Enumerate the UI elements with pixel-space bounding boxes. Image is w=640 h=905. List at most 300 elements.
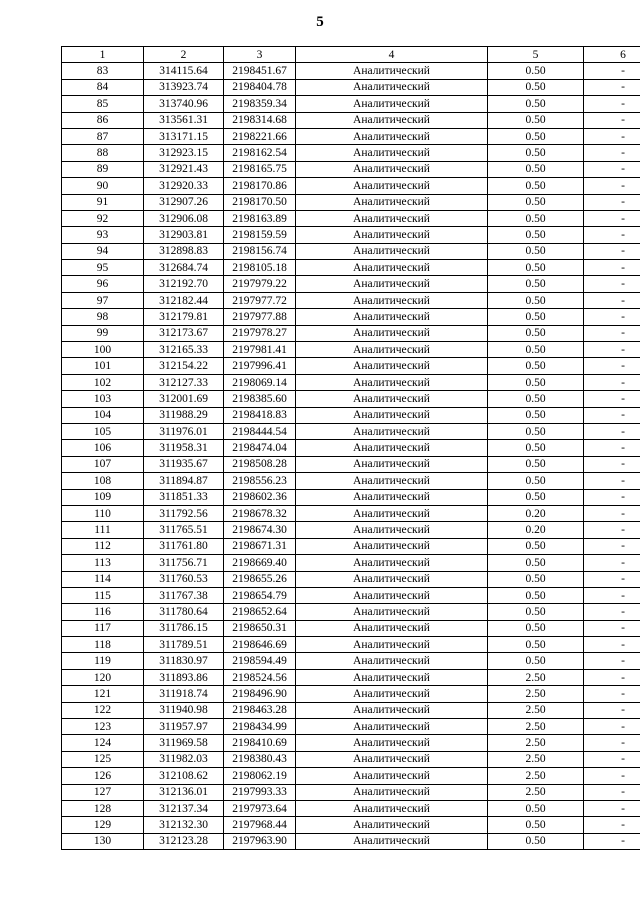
method-cell: Аналитический bbox=[296, 669, 488, 685]
method-cell: Аналитический bbox=[296, 473, 488, 489]
x-coordinate-cell: 311789.51 bbox=[144, 637, 224, 653]
x-coordinate-cell: 311935.67 bbox=[144, 456, 224, 472]
method-cell: Аналитический bbox=[296, 440, 488, 456]
method-cell: Аналитический bbox=[296, 79, 488, 95]
method-cell: Аналитический bbox=[296, 423, 488, 439]
table-header-row bbox=[62, 47, 640, 63]
accuracy-cell: 2.50 bbox=[488, 719, 584, 735]
note-cell: - bbox=[584, 178, 640, 194]
note-cell: - bbox=[584, 161, 640, 177]
table-row bbox=[62, 227, 640, 243]
y-coordinate-cell: 2198385.60 bbox=[224, 391, 296, 407]
table-row bbox=[62, 571, 640, 587]
note-cell: - bbox=[584, 292, 640, 308]
y-coordinate-cell: 2198410.69 bbox=[224, 735, 296, 751]
y-coordinate-cell: 2198159.59 bbox=[224, 227, 296, 243]
note-cell: - bbox=[584, 194, 640, 210]
table-row bbox=[62, 96, 640, 112]
y-coordinate-cell: 2198062.19 bbox=[224, 768, 296, 784]
table-row bbox=[62, 391, 640, 407]
note-cell: - bbox=[584, 456, 640, 472]
note-cell: - bbox=[584, 800, 640, 816]
table-row bbox=[62, 79, 640, 95]
x-coordinate-cell: 311957.97 bbox=[144, 719, 224, 735]
accuracy-cell: 0.50 bbox=[488, 571, 584, 587]
note-cell: - bbox=[584, 817, 640, 833]
y-coordinate-cell: 2198359.34 bbox=[224, 96, 296, 112]
column-header: 1 bbox=[62, 47, 144, 63]
y-coordinate-cell: 2197963.90 bbox=[224, 833, 296, 849]
table-row bbox=[62, 653, 640, 669]
y-coordinate-cell: 2197996.41 bbox=[224, 358, 296, 374]
y-coordinate-cell: 2198404.78 bbox=[224, 79, 296, 95]
accuracy-cell: 0.50 bbox=[488, 374, 584, 390]
point-number-cell: 113 bbox=[62, 555, 144, 571]
point-number-cell: 102 bbox=[62, 374, 144, 390]
point-number-cell: 96 bbox=[62, 276, 144, 292]
point-number-cell: 95 bbox=[62, 260, 144, 276]
table-row bbox=[62, 522, 640, 538]
y-coordinate-cell: 2198646.69 bbox=[224, 637, 296, 653]
table-row bbox=[62, 342, 640, 358]
point-number-cell: 93 bbox=[62, 227, 144, 243]
table-row bbox=[62, 128, 640, 144]
accuracy-cell: 0.50 bbox=[488, 292, 584, 308]
note-cell: - bbox=[584, 63, 640, 79]
y-coordinate-cell: 2197977.72 bbox=[224, 292, 296, 308]
y-coordinate-cell: 2198650.31 bbox=[224, 620, 296, 636]
method-cell: Аналитический bbox=[296, 653, 488, 669]
note-cell: - bbox=[584, 112, 640, 128]
method-cell: Аналитический bbox=[296, 686, 488, 702]
note-cell: - bbox=[584, 260, 640, 276]
note-cell: - bbox=[584, 96, 640, 112]
method-cell: Аналитический bbox=[296, 768, 488, 784]
point-number-cell: 103 bbox=[62, 391, 144, 407]
point-number-cell: 83 bbox=[62, 63, 144, 79]
accuracy-cell: 0.50 bbox=[488, 276, 584, 292]
table-row bbox=[62, 473, 640, 489]
y-coordinate-cell: 2198418.83 bbox=[224, 407, 296, 423]
x-coordinate-cell: 311761.80 bbox=[144, 538, 224, 554]
table-row bbox=[62, 423, 640, 439]
note-cell: - bbox=[584, 358, 640, 374]
x-coordinate-cell: 311792.56 bbox=[144, 505, 224, 521]
x-coordinate-cell: 312182.44 bbox=[144, 292, 224, 308]
table-row bbox=[62, 604, 640, 620]
accuracy-cell: 0.50 bbox=[488, 473, 584, 489]
point-number-cell: 88 bbox=[62, 145, 144, 161]
point-number-cell: 108 bbox=[62, 473, 144, 489]
table-row bbox=[62, 751, 640, 767]
x-coordinate-cell: 313740.96 bbox=[144, 96, 224, 112]
method-cell: Аналитический bbox=[296, 587, 488, 603]
x-coordinate-cell: 312906.08 bbox=[144, 210, 224, 226]
table-row bbox=[62, 194, 640, 210]
method-cell: Аналитический bbox=[296, 145, 488, 161]
note-cell: - bbox=[584, 604, 640, 620]
method-cell: Аналитический bbox=[296, 276, 488, 292]
note-cell: - bbox=[584, 243, 640, 259]
y-coordinate-cell: 2198444.54 bbox=[224, 423, 296, 439]
table-row bbox=[62, 112, 640, 128]
note-cell: - bbox=[584, 784, 640, 800]
page-number: 5 bbox=[316, 14, 324, 30]
point-number-cell: 115 bbox=[62, 587, 144, 603]
accuracy-cell: 0.50 bbox=[488, 440, 584, 456]
y-coordinate-cell: 2198524.56 bbox=[224, 669, 296, 685]
x-coordinate-cell: 311894.87 bbox=[144, 473, 224, 489]
table-row bbox=[62, 407, 640, 423]
note-cell: - bbox=[584, 735, 640, 751]
method-cell: Аналитический bbox=[296, 309, 488, 325]
method-cell: Аналитический bbox=[296, 719, 488, 735]
method-cell: Аналитический bbox=[296, 637, 488, 653]
y-coordinate-cell: 2197977.88 bbox=[224, 309, 296, 325]
note-cell: - bbox=[584, 342, 640, 358]
x-coordinate-cell: 313171.15 bbox=[144, 128, 224, 144]
table-row bbox=[62, 63, 640, 79]
y-coordinate-cell: 2198669.40 bbox=[224, 555, 296, 571]
y-coordinate-cell: 2197981.41 bbox=[224, 342, 296, 358]
accuracy-cell: 2.50 bbox=[488, 784, 584, 800]
y-coordinate-cell: 2198655.26 bbox=[224, 571, 296, 587]
note-cell: - bbox=[584, 669, 640, 685]
y-coordinate-cell: 2197993.33 bbox=[224, 784, 296, 800]
method-cell: Аналитический bbox=[296, 555, 488, 571]
y-coordinate-cell: 2198594.49 bbox=[224, 653, 296, 669]
note-cell: - bbox=[584, 702, 640, 718]
y-coordinate-cell: 2198380.43 bbox=[224, 751, 296, 767]
x-coordinate-cell: 314115.64 bbox=[144, 63, 224, 79]
x-coordinate-cell: 312137.34 bbox=[144, 800, 224, 816]
y-coordinate-cell: 2198496.90 bbox=[224, 686, 296, 702]
accuracy-cell: 0.50 bbox=[488, 325, 584, 341]
method-cell: Аналитический bbox=[296, 391, 488, 407]
table-row bbox=[62, 620, 640, 636]
accuracy-cell: 2.50 bbox=[488, 751, 584, 767]
column-header: 6 bbox=[584, 47, 640, 63]
method-cell: Аналитический bbox=[296, 227, 488, 243]
note-cell: - bbox=[584, 210, 640, 226]
note-cell: - bbox=[584, 833, 640, 849]
accuracy-cell: 0.50 bbox=[488, 800, 584, 816]
table-body bbox=[62, 63, 640, 850]
y-coordinate-cell: 2198678.32 bbox=[224, 505, 296, 521]
accuracy-cell: 0.50 bbox=[488, 243, 584, 259]
accuracy-cell: 0.50 bbox=[488, 489, 584, 505]
column-header: 2 bbox=[144, 47, 224, 63]
x-coordinate-cell: 312108.62 bbox=[144, 768, 224, 784]
y-coordinate-cell: 2198162.54 bbox=[224, 145, 296, 161]
accuracy-cell: 0.20 bbox=[488, 522, 584, 538]
note-cell: - bbox=[584, 751, 640, 767]
note-cell: - bbox=[584, 374, 640, 390]
point-number-cell: 87 bbox=[62, 128, 144, 144]
point-number-cell: 116 bbox=[62, 604, 144, 620]
x-coordinate-cell: 312132.30 bbox=[144, 817, 224, 833]
method-cell: Аналитический bbox=[296, 800, 488, 816]
x-coordinate-cell: 312173.67 bbox=[144, 325, 224, 341]
y-coordinate-cell: 2198434.99 bbox=[224, 719, 296, 735]
table-row bbox=[62, 276, 640, 292]
note-cell: - bbox=[584, 653, 640, 669]
x-coordinate-cell: 312898.83 bbox=[144, 243, 224, 259]
accuracy-cell: 0.50 bbox=[488, 96, 584, 112]
method-cell: Аналитический bbox=[296, 112, 488, 128]
point-number-cell: 101 bbox=[62, 358, 144, 374]
point-number-cell: 91 bbox=[62, 194, 144, 210]
note-cell: - bbox=[584, 145, 640, 161]
accuracy-cell: 0.50 bbox=[488, 538, 584, 554]
point-number-cell: 89 bbox=[62, 161, 144, 177]
accuracy-cell: 0.50 bbox=[488, 555, 584, 571]
accuracy-cell: 0.50 bbox=[488, 833, 584, 849]
accuracy-cell: 0.50 bbox=[488, 210, 584, 226]
method-cell: Аналитический bbox=[296, 702, 488, 718]
point-number-cell: 123 bbox=[62, 719, 144, 735]
point-number-cell: 110 bbox=[62, 505, 144, 521]
x-coordinate-cell: 312923.15 bbox=[144, 145, 224, 161]
point-number-cell: 104 bbox=[62, 407, 144, 423]
point-number-cell: 100 bbox=[62, 342, 144, 358]
point-number-cell: 129 bbox=[62, 817, 144, 833]
accuracy-cell: 0.20 bbox=[488, 505, 584, 521]
note-cell: - bbox=[584, 407, 640, 423]
table-row bbox=[62, 637, 640, 653]
point-number-cell: 84 bbox=[62, 79, 144, 95]
table-row bbox=[62, 833, 640, 849]
table-row bbox=[62, 555, 640, 571]
y-coordinate-cell: 2198170.86 bbox=[224, 178, 296, 194]
accuracy-cell: 0.50 bbox=[488, 391, 584, 407]
x-coordinate-cell: 311958.31 bbox=[144, 440, 224, 456]
point-number-cell: 120 bbox=[62, 669, 144, 685]
accuracy-cell: 0.50 bbox=[488, 637, 584, 653]
method-cell: Аналитический bbox=[296, 784, 488, 800]
point-number-cell: 111 bbox=[62, 522, 144, 538]
x-coordinate-cell: 312154.22 bbox=[144, 358, 224, 374]
method-cell: Аналитический bbox=[296, 96, 488, 112]
note-cell: - bbox=[584, 391, 640, 407]
method-cell: Аналитический bbox=[296, 735, 488, 751]
x-coordinate-cell: 311786.15 bbox=[144, 620, 224, 636]
accuracy-cell: 0.50 bbox=[488, 456, 584, 472]
x-coordinate-cell: 312123.28 bbox=[144, 833, 224, 849]
point-number-cell: 109 bbox=[62, 489, 144, 505]
point-number-cell: 121 bbox=[62, 686, 144, 702]
accuracy-cell: 0.50 bbox=[488, 79, 584, 95]
table-row bbox=[62, 374, 640, 390]
point-number-cell: 107 bbox=[62, 456, 144, 472]
accuracy-cell: 0.50 bbox=[488, 342, 584, 358]
point-number-cell: 125 bbox=[62, 751, 144, 767]
method-cell: Аналитический bbox=[296, 178, 488, 194]
y-coordinate-cell: 2197968.44 bbox=[224, 817, 296, 833]
note-cell: - bbox=[584, 79, 640, 95]
accuracy-cell: 0.50 bbox=[488, 161, 584, 177]
x-coordinate-cell: 311830.97 bbox=[144, 653, 224, 669]
x-coordinate-cell: 311765.51 bbox=[144, 522, 224, 538]
point-number-cell: 94 bbox=[62, 243, 144, 259]
x-coordinate-cell: 312684.74 bbox=[144, 260, 224, 276]
x-coordinate-cell: 312920.33 bbox=[144, 178, 224, 194]
table-row bbox=[62, 735, 640, 751]
table-row bbox=[62, 325, 640, 341]
method-cell: Аналитический bbox=[296, 194, 488, 210]
method-cell: Аналитический bbox=[296, 833, 488, 849]
method-cell: Аналитический bbox=[296, 817, 488, 833]
accuracy-cell: 2.50 bbox=[488, 702, 584, 718]
accuracy-cell: 0.50 bbox=[488, 227, 584, 243]
accuracy-cell: 0.50 bbox=[488, 817, 584, 833]
accuracy-cell: 0.50 bbox=[488, 112, 584, 128]
method-cell: Аналитический bbox=[296, 342, 488, 358]
x-coordinate-cell: 311918.74 bbox=[144, 686, 224, 702]
method-cell: Аналитический bbox=[296, 522, 488, 538]
method-cell: Аналитический bbox=[296, 128, 488, 144]
note-cell: - bbox=[584, 538, 640, 554]
note-cell: - bbox=[584, 128, 640, 144]
x-coordinate-cell: 311969.58 bbox=[144, 735, 224, 751]
accuracy-cell: 0.50 bbox=[488, 128, 584, 144]
x-coordinate-cell: 312903.81 bbox=[144, 227, 224, 243]
table-row bbox=[62, 210, 640, 226]
method-cell: Аналитический bbox=[296, 63, 488, 79]
table-row bbox=[62, 538, 640, 554]
method-cell: Аналитический bbox=[296, 571, 488, 587]
y-coordinate-cell: 2197979.22 bbox=[224, 276, 296, 292]
note-cell: - bbox=[584, 522, 640, 538]
table-row bbox=[62, 587, 640, 603]
y-coordinate-cell: 2198671.31 bbox=[224, 538, 296, 554]
table-row bbox=[62, 178, 640, 194]
x-coordinate-cell: 311767.38 bbox=[144, 587, 224, 603]
accuracy-cell: 0.50 bbox=[488, 620, 584, 636]
x-coordinate-cell: 311976.01 bbox=[144, 423, 224, 439]
accuracy-cell: 0.50 bbox=[488, 587, 584, 603]
x-coordinate-cell: 312127.33 bbox=[144, 374, 224, 390]
note-cell: - bbox=[584, 505, 640, 521]
y-coordinate-cell: 2198602.36 bbox=[224, 489, 296, 505]
accuracy-cell: 2.50 bbox=[488, 768, 584, 784]
y-coordinate-cell: 2198156.74 bbox=[224, 243, 296, 259]
y-coordinate-cell: 2198221.66 bbox=[224, 128, 296, 144]
table-row bbox=[62, 719, 640, 735]
accuracy-cell: 0.50 bbox=[488, 604, 584, 620]
y-coordinate-cell: 2198105.18 bbox=[224, 260, 296, 276]
method-cell: Аналитический bbox=[296, 604, 488, 620]
accuracy-cell: 0.50 bbox=[488, 407, 584, 423]
point-number-cell: 97 bbox=[62, 292, 144, 308]
note-cell: - bbox=[584, 276, 640, 292]
x-coordinate-cell: 313923.74 bbox=[144, 79, 224, 95]
point-number-cell: 117 bbox=[62, 620, 144, 636]
note-cell: - bbox=[584, 768, 640, 784]
point-number-cell: 86 bbox=[62, 112, 144, 128]
table-row bbox=[62, 489, 640, 505]
y-coordinate-cell: 2198556.23 bbox=[224, 473, 296, 489]
y-coordinate-cell: 2198652.64 bbox=[224, 604, 296, 620]
y-coordinate-cell: 2198163.89 bbox=[224, 210, 296, 226]
accuracy-cell: 0.50 bbox=[488, 423, 584, 439]
point-number-cell: 118 bbox=[62, 637, 144, 653]
point-number-cell: 112 bbox=[62, 538, 144, 554]
table-row bbox=[62, 505, 640, 521]
x-coordinate-cell: 312921.43 bbox=[144, 161, 224, 177]
accuracy-cell: 0.50 bbox=[488, 653, 584, 669]
x-coordinate-cell: 311756.71 bbox=[144, 555, 224, 571]
point-number-cell: 127 bbox=[62, 784, 144, 800]
x-coordinate-cell: 312179.81 bbox=[144, 309, 224, 325]
table-row bbox=[62, 309, 640, 325]
table-row bbox=[62, 456, 640, 472]
x-coordinate-cell: 311780.64 bbox=[144, 604, 224, 620]
method-cell: Аналитический bbox=[296, 489, 488, 505]
point-number-cell: 119 bbox=[62, 653, 144, 669]
x-coordinate-cell: 312907.26 bbox=[144, 194, 224, 210]
note-cell: - bbox=[584, 686, 640, 702]
table-row bbox=[62, 145, 640, 161]
x-coordinate-cell: 311851.33 bbox=[144, 489, 224, 505]
method-cell: Аналитический bbox=[296, 751, 488, 767]
table-row bbox=[62, 817, 640, 833]
point-number-cell: 124 bbox=[62, 735, 144, 751]
note-cell: - bbox=[584, 637, 640, 653]
table-row bbox=[62, 686, 640, 702]
note-cell: - bbox=[584, 587, 640, 603]
x-coordinate-cell: 313561.31 bbox=[144, 112, 224, 128]
point-number-cell: 126 bbox=[62, 768, 144, 784]
accuracy-cell: 0.50 bbox=[488, 358, 584, 374]
table-row bbox=[62, 669, 640, 685]
table-row bbox=[62, 243, 640, 259]
method-cell: Аналитический bbox=[296, 456, 488, 472]
accuracy-cell: 0.50 bbox=[488, 260, 584, 276]
note-cell: - bbox=[584, 423, 640, 439]
accuracy-cell: 0.50 bbox=[488, 178, 584, 194]
note-cell: - bbox=[584, 309, 640, 325]
method-cell: Аналитический bbox=[296, 374, 488, 390]
accuracy-cell: 2.50 bbox=[488, 669, 584, 685]
column-header: 3 bbox=[224, 47, 296, 63]
x-coordinate-cell: 312001.69 bbox=[144, 391, 224, 407]
method-cell: Аналитический bbox=[296, 210, 488, 226]
point-number-cell: 98 bbox=[62, 309, 144, 325]
accuracy-cell: 0.50 bbox=[488, 309, 584, 325]
y-coordinate-cell: 2198654.79 bbox=[224, 587, 296, 603]
y-coordinate-cell: 2198451.67 bbox=[224, 63, 296, 79]
accuracy-cell: 2.50 bbox=[488, 686, 584, 702]
point-number-cell: 114 bbox=[62, 571, 144, 587]
method-cell: Аналитический bbox=[296, 407, 488, 423]
table-row bbox=[62, 292, 640, 308]
x-coordinate-cell: 312192.70 bbox=[144, 276, 224, 292]
y-coordinate-cell: 2197978.27 bbox=[224, 325, 296, 341]
y-coordinate-cell: 2198674.30 bbox=[224, 522, 296, 538]
note-cell: - bbox=[584, 325, 640, 341]
point-number-cell: 128 bbox=[62, 800, 144, 816]
table-row bbox=[62, 161, 640, 177]
column-header: 4 bbox=[296, 47, 488, 63]
x-coordinate-cell: 312165.33 bbox=[144, 342, 224, 358]
table-row bbox=[62, 800, 640, 816]
point-number-cell: 85 bbox=[62, 96, 144, 112]
note-cell: - bbox=[584, 227, 640, 243]
method-cell: Аналитический bbox=[296, 243, 488, 259]
point-number-cell: 122 bbox=[62, 702, 144, 718]
note-cell: - bbox=[584, 620, 640, 636]
